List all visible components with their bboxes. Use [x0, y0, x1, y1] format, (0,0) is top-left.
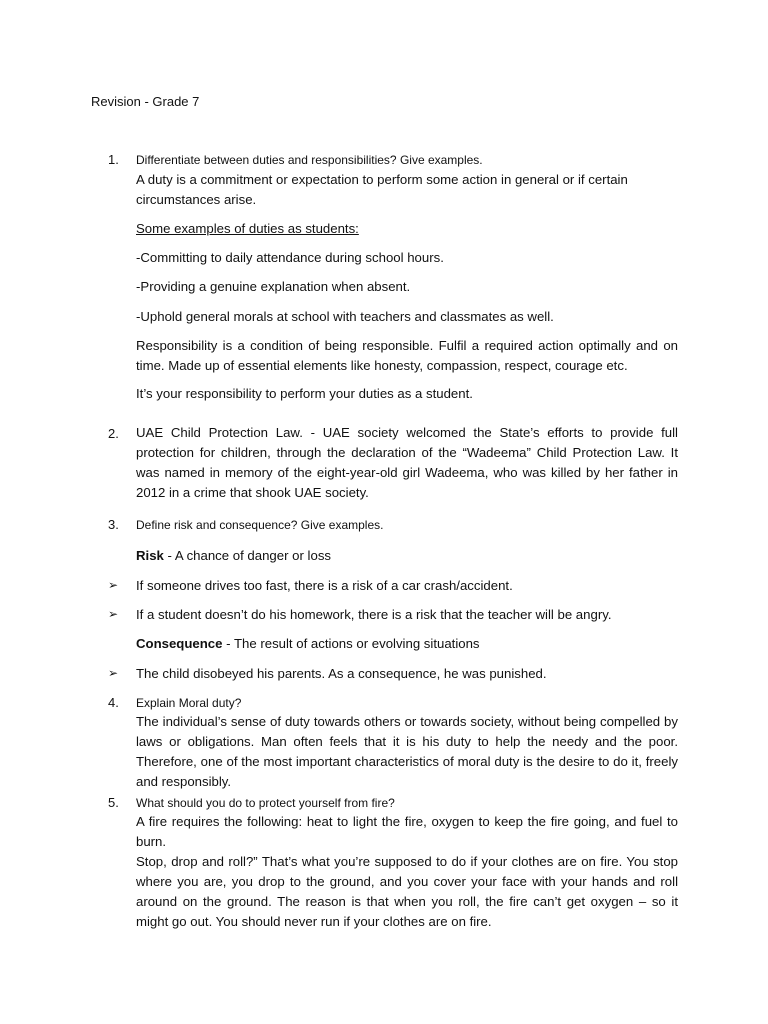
q1-closing-sentence: It’s your responsibility to perform your duties as a student. [136, 386, 473, 401]
q5-fire-requirements: A fire requires the following: heat to light the fire, oxygen to keep the fire going, and fuel to burn. [136, 814, 678, 849]
bullet-icon: ➢ [108, 666, 119, 680]
q4-question: Explain Moral duty? [136, 696, 242, 710]
risk-def: - A chance of danger or loss [163, 548, 332, 563]
q3-consequence-example-1: The child disobeyed his parents. As a consequence, he was punished. [136, 666, 547, 681]
q4-text: The individual’s sense of duty towards others or towards society, without being compelled by laws or obligations. Man often feels that it is his duty to help the needy and the poor. Therefore, one of the most important characteristics of moral duty is the desire to do it, freely and responsibly. [136, 714, 678, 789]
q1-example-2: -Providing a genuine explanation when absent. [136, 279, 411, 294]
q1-question: Differentiate between duties and responsibilities? Give examples. [136, 153, 483, 167]
q1-duty-definition: A duty is a commitment or expectation to perform some action in general or if certain circumstances arise. [136, 172, 628, 207]
q3-risk-definition [136, 546, 331, 566]
consequence-def: - The result of actions or evolving situations [222, 636, 480, 651]
bullet-icon: ➢ [108, 578, 119, 592]
q2-number: 2. [108, 426, 119, 441]
q1-example-3: -Uphold general morals at school with teachers and classmates as well. [136, 309, 554, 324]
q4-number: 4. [108, 695, 119, 710]
q5-number: 5. [108, 795, 119, 810]
bullet-icon: ➢ [108, 607, 119, 621]
consequence-term: Consequence [136, 636, 223, 651]
risk-term: Risk [136, 548, 164, 563]
q1-example-1: -Committing to daily attendance during school hours. [136, 250, 444, 265]
q1-number: 1. [108, 152, 119, 167]
page-title: Revision - Grade 7 [91, 94, 200, 109]
q1-responsibility-definition: Responsibility is a condition of being responsible. Fulfil a required action optimally and on time. Made up of essential elements like honesty, compassion, respect, courage etc. [136, 338, 678, 373]
q5-question: What should you do to protect yourself from fire? [136, 796, 395, 810]
q3-consequence-definition [136, 634, 480, 654]
q3-question: Define risk and consequence? Give examples. [136, 518, 384, 532]
q3-risk-example-2: If a student doesn’t do his homework, there is a risk that the teacher will be angry. [136, 607, 612, 622]
q1-examples-heading: Some examples of duties as students: [136, 221, 359, 236]
q5-stop-drop-roll: Stop, drop and roll?” That’s what you’re supposed to do if your clothes are on fire. You stop where you are, you drop to the ground, and you cover your face with your hands and roll around on the ground. The reason is that when you roll, the fire can’t get oxygen – so it might go out. You should never run if your clothes are on fire. [136, 854, 678, 929]
q2-text: UAE Child Protection Law. - UAE society welcomed the State’s efforts to provide full protection for children, through the declaration of the “Wadeema” Child Protection Law. It was named in memory of the eight-year-old girl Wadeema, who was killed by her father in 2012 in a crime that shook UAE society. [136, 425, 678, 500]
q3-number: 3. [108, 517, 119, 532]
q3-risk-example-1: If someone drives too fast, there is a risk of a car crash/accident. [136, 578, 513, 593]
